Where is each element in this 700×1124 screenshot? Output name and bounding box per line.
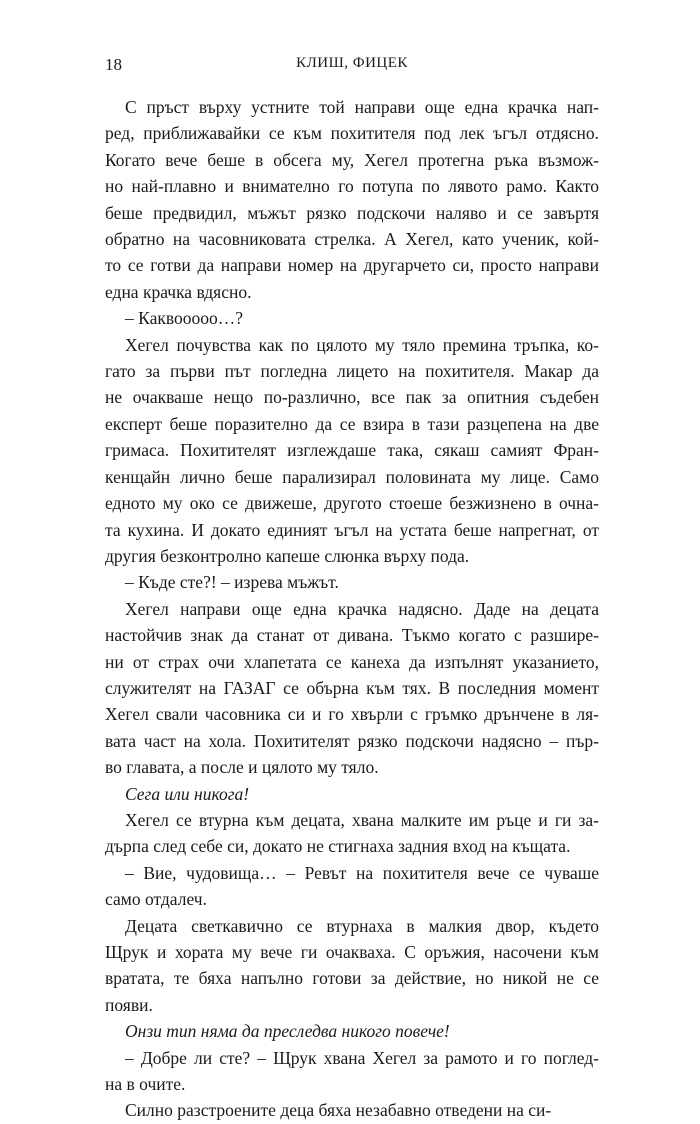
body-text [105,94,599,1124]
text-line: обратно на часовниковата стрелка. А Хегел, като ученик, кой- [105,229,599,250]
text-line: – Къде сте?! – изрева мъжът. [125,572,339,593]
text-line: беше предвидил, мъжът рязко подскочи наляво и се завъртя [105,202,599,223]
text-line: другия безконтролно капеше слюнка върху пода. [105,545,470,566]
text-line: служителят на ГАЗАГ се обърна към тях. В последния момент [105,677,599,698]
text-line: кенщайн лично беше парализирал половината му лице. Само [105,466,599,487]
text-line: вратата, те бяха напълно готови за действие, но никой не се [105,968,599,989]
text-line: ред, приближавайки се към похитителя под лек ъгъл отдясно. [105,123,599,144]
running-head: КЛИШ, ФИЦЕК [296,55,408,71]
text-line: само отдалеч. [105,889,207,910]
text-line: експерт беше поразително да се взира в тази разцепена на две [105,413,599,434]
text-line: Хегел направи още една крачка надясно. Даде на децата [125,598,599,619]
text-line: настойчив знак да станат от дивана. Тъкмо когато с разшире- [105,625,599,646]
paragraph [105,596,599,781]
text-line: Когато вече беше в обсега му, Хегел протегна ръка възмож- [105,149,599,170]
paragraph [105,305,599,331]
text-line: вата част на хола. Похитителят рязко подскочи надясно – пър- [105,730,599,751]
page-number: 18 [105,55,122,74]
text-line: во главата, а после и цялото му тяло. [105,757,379,778]
text-line: – Вие, чудовища… – Ревът на похитителя вече се чуваше [125,862,599,883]
italic-paragraph [105,1018,599,1044]
text-line: гато за първи път погледна лицето на похитителя. Макар да [105,361,599,382]
text-line: Хегел се втурна към децата, хвана малките им ръце и ги за- [125,809,599,830]
text-line: С пръст върху устните той направи още една крачка нап- [125,97,599,117]
paragraph [105,860,599,913]
text-line: но най-плавно и внимателно го потупа по лявото рамо. Както [105,176,599,197]
text-line: на в очите. [105,1074,186,1095]
paragraph [105,1045,599,1098]
paragraph [105,807,599,860]
text-line: не очакваше нещо по-различно, все пак за опитния съдебен [105,387,599,408]
italic-paragraph [105,781,599,807]
text-line: Децата светкавично се втурнаха в малкия двор, където [125,915,599,936]
text-line: една крачка вдясно. [105,281,252,302]
text-line: Щрук и хората му вече ги очакваха. С оръжия, насочени към [105,942,599,962]
paragraph [105,569,599,595]
text-line: та кухина. И докато единият ъгъл на устата беше напрегнат, от [105,519,599,540]
text-line: гримаса. Похитителят изглеждаше така, сякаш самият Фран- [105,440,599,461]
text-line: Силно разстроените деца бяха незабавно отведени на си- [125,1100,552,1121]
text-line: едното му око се движеше, другото стоеше безжизнено в очна- [105,493,599,514]
paragraph [105,1097,599,1123]
text-line: – Добре ли сте? – Щрук хвана Хегел за рамото и го поглед- [125,1047,599,1068]
paragraph [105,913,599,1019]
text-line: дърпа след себе си, докато не стигнаха задния вход на къщата. [105,836,571,857]
text-line: Сега или никога! [125,783,250,804]
text-line: Хегел почувства как по цялото му тяло премина тръпка, ко- [125,334,599,355]
paragraph [105,94,599,305]
text-line: появи. [105,994,153,1015]
text-line: Хегел свали часовника си и го хвърли с гръмко дрънчене в ля- [105,704,599,725]
paragraph [105,332,599,570]
text-line: ни от страх очи хлапетата се канеха да изпълнят указанието, [105,651,599,672]
page-header [105,55,599,77]
text-line: то се готви да направи номер на другарчето си, просто направи [105,255,599,276]
text-line: – Каквооооо…? [125,308,243,329]
text-line: Онзи тип няма да преследва никого повече! [125,1021,450,1042]
